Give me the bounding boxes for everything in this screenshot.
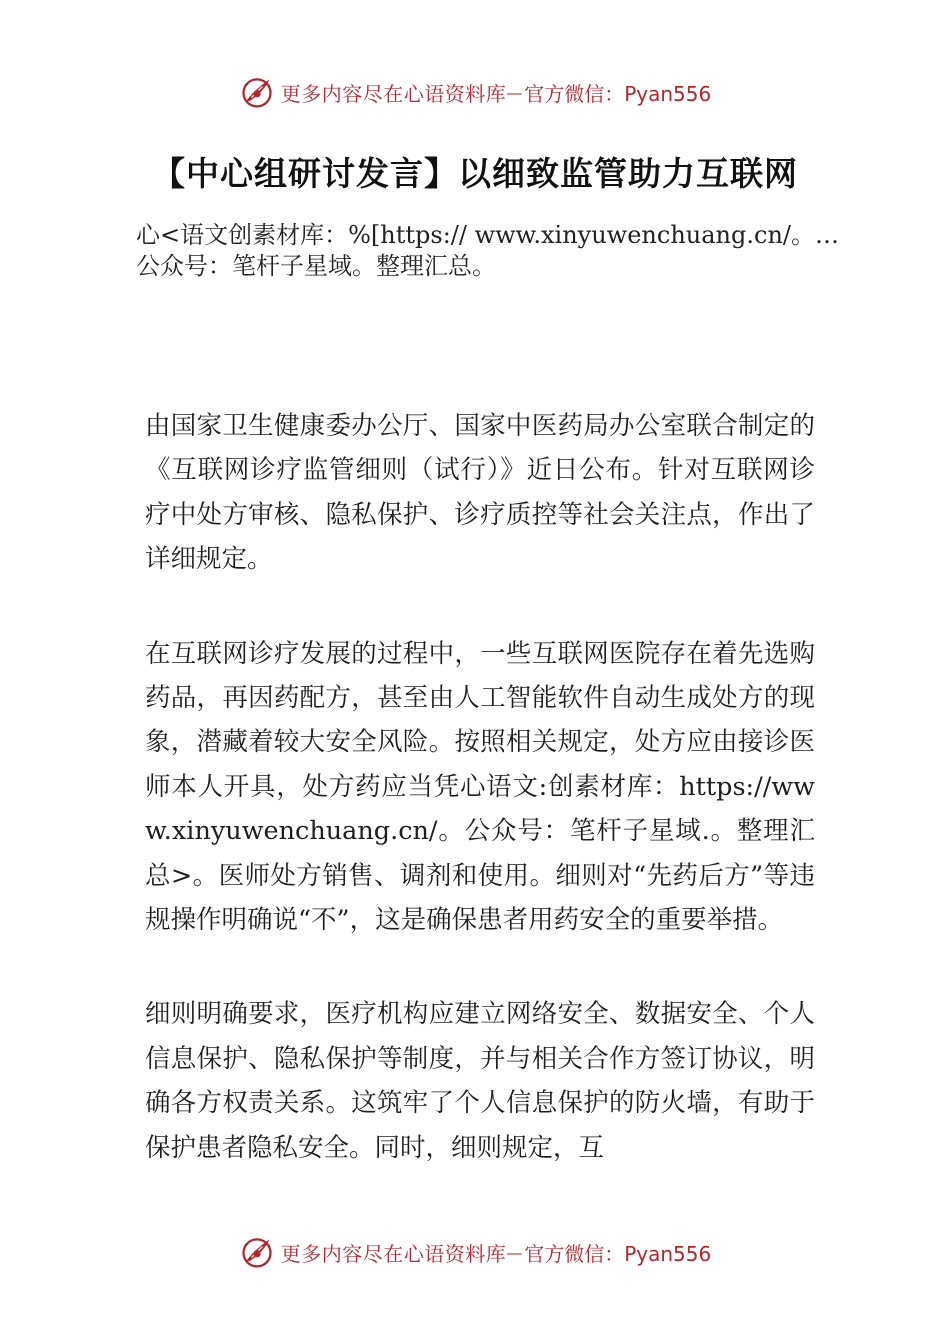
paragraph: 由国家卫生健康委办公厅、国家中医药局办公室联合制定的《互联网诊疗监管细则（试行）》近日公布。针对互联网诊疗中处方审核、隐私保护、诊疗质控等社会关注点，作出了详细规定。	[145, 411, 815, 575]
banner-separator: —	[506, 82, 523, 102]
banner-wechat-id: 官方微信：Pyan556	[524, 81, 712, 106]
banner-promo-text: 更多内容尽在心语资料库	[280, 81, 507, 106]
document-title: 【中心组研讨发言】以细致监管助力互联网	[152, 154, 798, 193]
quill-seal-icon	[239, 74, 275, 110]
paragraph: 在互联网诊疗发展的过程中，一些互联网医院存在着先选购药品，再因药配方，甚至由人工智能软件自动生成处方的现象，潜藏着较大安全风险。按照相关规定，处方应由接诊医师本人开具，处方药应当凭心语文:创素材库：https://www.xinyuwenchuang.cn/。公众号：笔杆子星域.。整理汇总>。医师处方销售、调剂和使用。细则对“先药后方”等违规操作明确说“不”，这是确保患者用药安全的重要举措。	[145, 638, 815, 936]
paragraph: 细则明确要求，医疗机构应建立网络安全、数据安全、个人信息保护、隐私保护等制度，并与相关合作方签订协议，明确各方权责关系。这筑牢了个人信息保护的防火墙，有助于保护患者隐私安全。同时，细则规定，互	[145, 999, 815, 1163]
header-banner	[0, 70, 950, 114]
footer-banner	[0, 1230, 950, 1274]
banner-wechat-id: 官方微信：Pyan556	[524, 1241, 712, 1266]
banner-promo-text: 更多内容尽在心语资料库	[280, 1241, 507, 1266]
source-note: 心<语文创素材库：%[https:// www.xinyuwenchuang.cn/。…公众号：笔杆子星域。整理汇总。	[136, 221, 839, 280]
quill-seal-icon	[239, 1234, 275, 1270]
banner-separator: —	[506, 1242, 523, 1262]
document-body	[145, 404, 815, 1220]
